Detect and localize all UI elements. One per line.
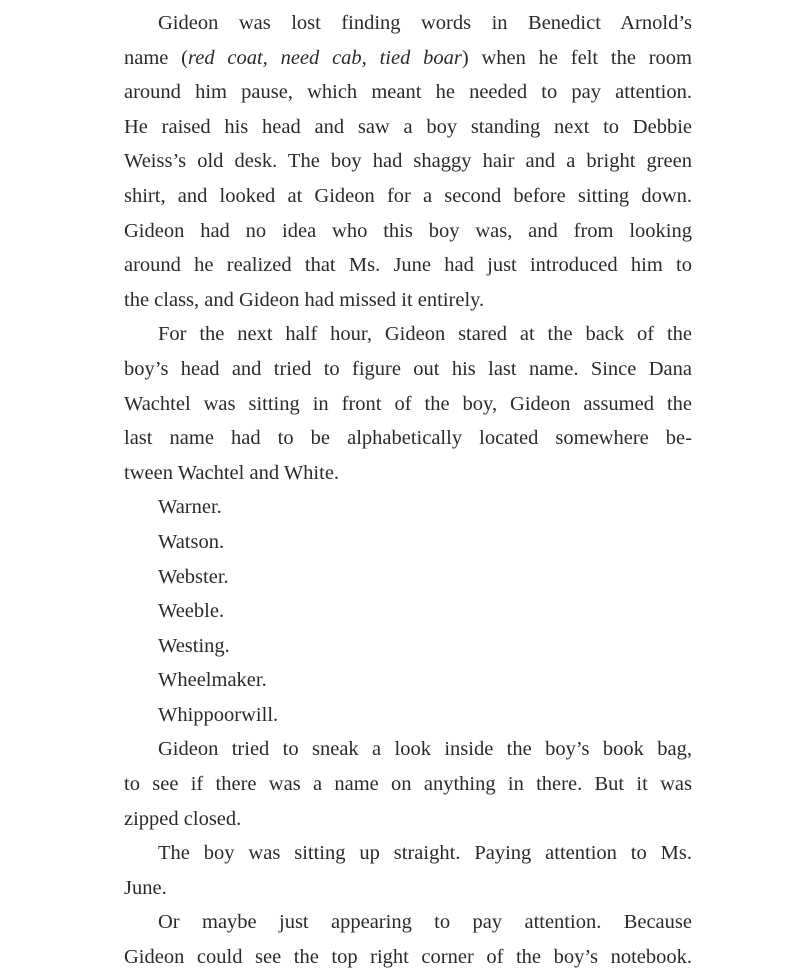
- text-line: He raised his head and saw a boy standing next to Debbie: [124, 115, 692, 138]
- text-line: Weiss’s old desk. The boy had shaggy hair and a bright green: [124, 150, 692, 173]
- list-item: Warner.: [158, 496, 222, 519]
- text-line: June.: [124, 876, 167, 899]
- paragraph: [124, 6, 692, 317]
- list-item: Whippoorwill.: [158, 703, 279, 726]
- list-item: Webster.: [158, 565, 229, 588]
- text-line: Wachtel was sitting in front of the boy, Gideon assumed the: [124, 392, 692, 415]
- text-line: Or maybe just appearing to pay attention. Because: [158, 911, 692, 934]
- text-line: Gideon could see the top right corner of the boy’s notebook.: [124, 946, 692, 969]
- text-line: shirt, and looked at Gideon for a second before sitting down.: [124, 184, 692, 207]
- text-line: to see if there was a name on anything in there. But it was: [124, 773, 692, 796]
- text-line: last name had to be alphabetically located somewhere be-: [124, 427, 692, 450]
- text-line: around he realized that Ms. June had just introduced him to: [124, 254, 692, 277]
- text-line: For the next half hour, Gideon stared at the back of the: [158, 323, 692, 346]
- text-line: Gideon was lost finding words in Benedict Arnold’s: [158, 12, 692, 34]
- text-line: [124, 41, 692, 76]
- paragraph: [124, 317, 692, 490]
- text-line: tween Wachtel and White.: [124, 461, 340, 484]
- text-line: zipped closed.: [124, 807, 242, 830]
- list-item: Wheelmaker.: [158, 669, 267, 692]
- text-span: ) when he felt the room: [461, 46, 692, 69]
- text-line: boy’s head and tried to figure out his last name. Since Dana: [124, 357, 692, 380]
- paragraph: [124, 836, 692, 905]
- surname-list: [124, 490, 692, 732]
- text-line: around him pause, which meant he needed to pay attention.: [124, 81, 692, 104]
- text-line: the class, and Gideon had missed it entirely.: [124, 288, 485, 311]
- text-line: The boy was sitting up straight. Paying attention to Ms.: [158, 842, 692, 865]
- list-item: Watson.: [158, 530, 225, 553]
- list-item: Westing.: [158, 634, 230, 657]
- list-item: Weeble.: [158, 600, 225, 623]
- book-page: [124, 6, 692, 975]
- italic-phrase: red coat, need cab, tied boar: [188, 46, 462, 69]
- text-line: Gideon had no idea who this boy was, and from looking: [124, 219, 692, 242]
- text-span: name (: [124, 46, 189, 69]
- paragraph: [124, 905, 692, 974]
- text-line: Gideon tried to sneak a look inside the boy’s book bag,: [158, 738, 692, 761]
- paragraph: [124, 732, 692, 836]
